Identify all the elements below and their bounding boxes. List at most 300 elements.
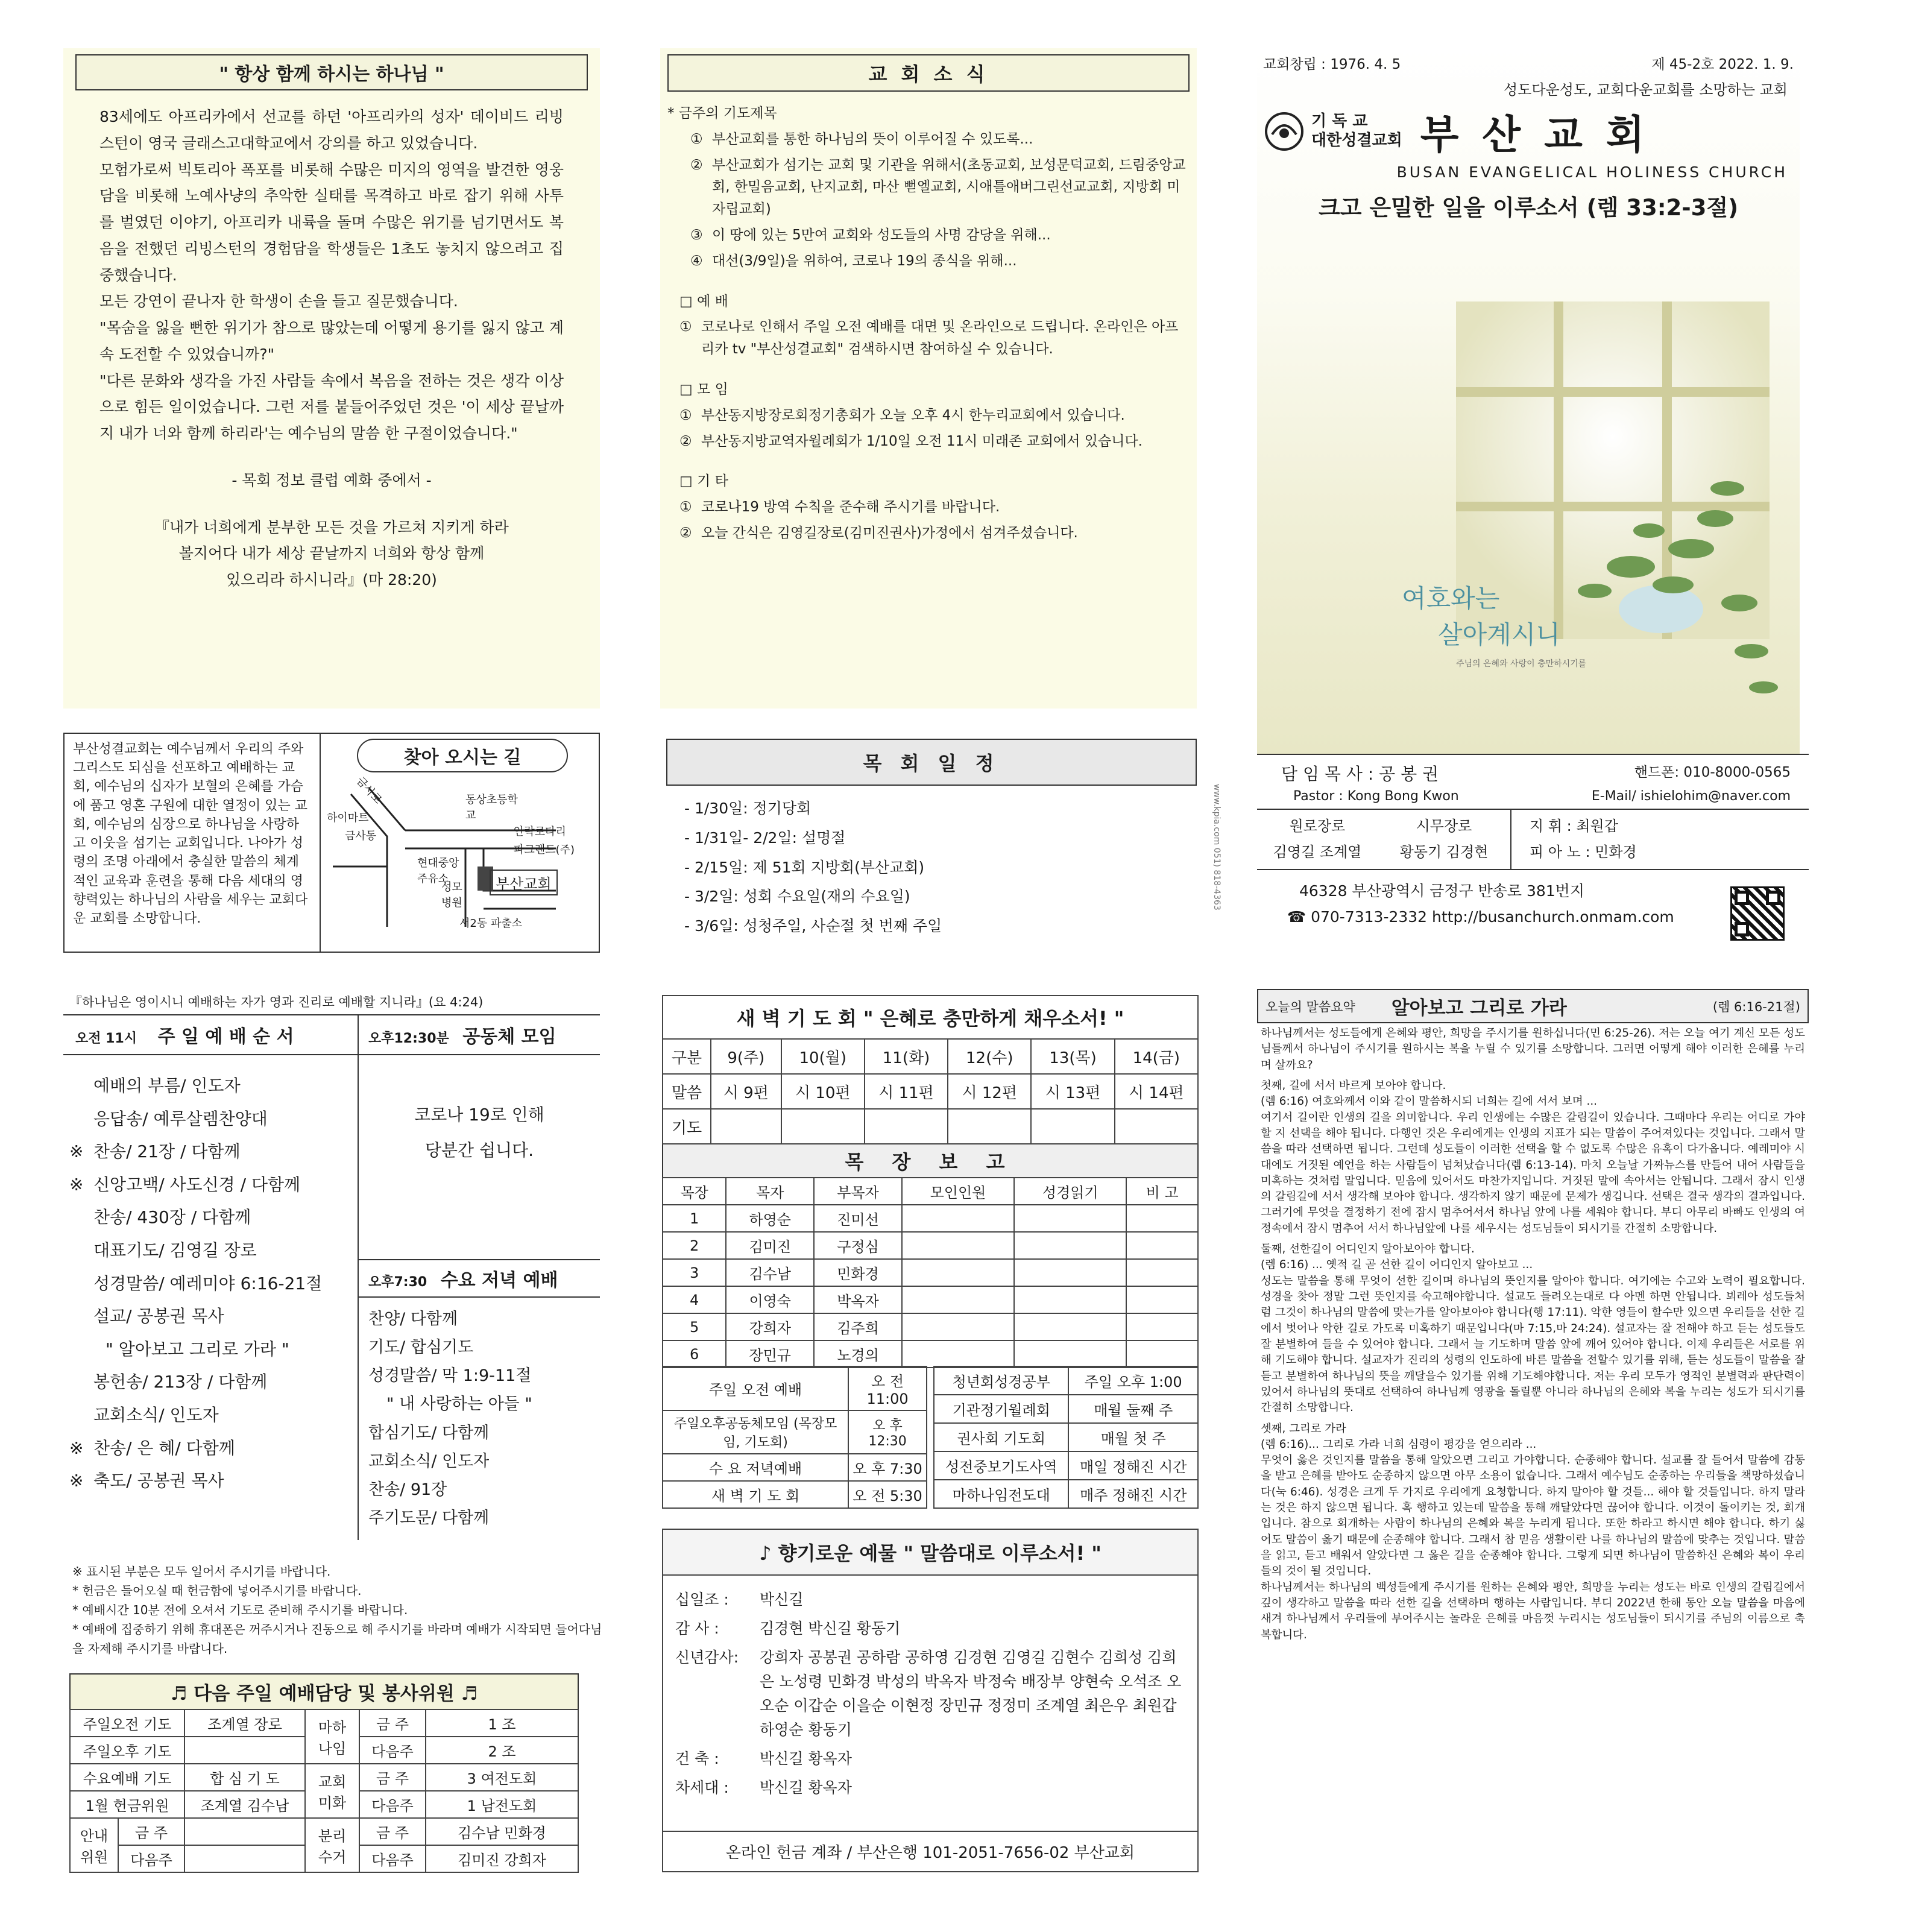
sermon-ref: (렘 6:16-21절): [1712, 999, 1800, 1014]
offering-title: ♪ 향기로운 예물 " 말씀대로 이루소서! ": [663, 1530, 1197, 1576]
map-label: 성모병원: [441, 881, 462, 909]
news-item-number: ②: [679, 433, 692, 449]
offering-label: 신년감사:: [675, 1649, 739, 1666]
news-item-text: 부산교회를 통한 하나님의 뜻이 이루어질 수 있도록...: [712, 131, 1033, 147]
sermon-point-verse: (렘 6:16) 여호와께서 이와 같이 말씀하시되 너희는 길에 서서 보며 ...: [1261, 1095, 1598, 1108]
pastoral-cell: 노경의: [814, 1340, 902, 1368]
pastoral-cell: [1014, 1313, 1126, 1340]
wednesday-order-item: 기도/ 합심기도: [368, 1337, 474, 1357]
table-row: [663, 1286, 1198, 1313]
pastoral-cell: 2: [663, 1232, 726, 1259]
devotional-paragraph: "다른 문화와 생각을 가진 사람들 속에서 복음을 전하는 것은 생각 이상으로 힘든 일이었습니다. 그런 저를 붙들어주었던 것은 '이 세상 끝날까지 내가 너와 함께 하리라'는 예수님의 말씀 한 구절이었습니다.": [99, 371, 564, 442]
pastoral-cell: 진미선: [814, 1205, 902, 1232]
church-contact: ☎ 070-7313-2332 http://busanchurch.onmam.com: [1287, 908, 1674, 926]
news-item: [690, 250, 1190, 273]
pastoral-cell: [902, 1232, 1014, 1259]
pastoral-header-cell: 비 고: [1126, 1178, 1198, 1205]
stand-mark: [69, 1070, 93, 1103]
church-logo-icon: [1263, 110, 1305, 153]
verse-line: 볼지어다 내가 세상 끝날까지 너희와 항상 함께: [178, 545, 485, 563]
dawn-prayer-cell: [711, 1109, 781, 1144]
denomination-line2: 대한성결교회: [1311, 131, 1402, 150]
church-name-en: BUSAN EVANGELICAL HOLINESS CHURCH: [1396, 163, 1788, 181]
offering-label: 감 사 :: [675, 1620, 719, 1637]
news-item: [679, 316, 1190, 361]
pastoral-header-cell: 모인인원: [902, 1178, 1014, 1205]
pastoral-cell: 1: [663, 1205, 726, 1232]
pastoral-cell: 4: [663, 1286, 726, 1313]
time-cell: 주일 오전 예배: [663, 1366, 848, 1410]
dawn-word-cell: 시 12편: [948, 1074, 1031, 1109]
time-cell: 주일오후공동체모임 (목장모임, 기도회): [663, 1410, 848, 1454]
sunday-order-item: [69, 1169, 351, 1202]
pastoral-header-row: [663, 1178, 1198, 1205]
news-item-number: ①: [679, 319, 692, 335]
pastoral-cell: 김주희: [814, 1313, 902, 1340]
pastoral-cell: [1126, 1259, 1198, 1286]
dawn-row: [663, 1039, 1198, 1074]
side-vertical-text: www.kpia.com 051) 818-4363: [1212, 784, 1221, 911]
afternoon-note: 당분간 쉽니다.: [424, 1140, 534, 1160]
art-lettering-1: 여호와는: [1402, 584, 1500, 613]
duty-group: 분리 수거: [305, 1818, 359, 1872]
duty-value: [184, 1737, 305, 1764]
pastoral-cell: 5: [663, 1313, 726, 1340]
devotional-paragraph: 모험가로써 빅토리아 폭포를 비롯해 수많은 미지의 영역을 발견한 영웅담을 비롯해 노예사냥의 추악한 실태를 목격하고 바로 잡기 위해 사투를 벌였던 이야기, 아프리카 내륙을 돌며 수많은 위기를 넘기면서도 복음을 전했던 리빙스턴의 경험담을 학생들은 1초도 놓치지 않으려고 집중했습니다.: [99, 160, 564, 284]
pastoral-cell: [902, 1340, 1014, 1368]
worship-notes: [72, 1562, 603, 1658]
sunday-order-item: [69, 1399, 351, 1432]
devotional-paragraph: 83세에도 아프리카에서 선교를 하던 '아프리카의 성자' 데이비드 리빙스턴이 영국 글래스고대학교에서 강의를 하고 있었습니다.: [99, 108, 564, 152]
dawn-prayer-cell: [948, 1109, 1031, 1144]
news-item: [679, 496, 1190, 519]
map-label: 현대중앙주유소: [417, 857, 459, 885]
map-label: 안락로타리: [514, 826, 566, 838]
duty-value: 3 여전도회: [426, 1764, 578, 1791]
duty-week: 다음주: [359, 1737, 426, 1764]
pastoral-cell: [1014, 1205, 1126, 1232]
dawn-header-cell: 9(주): [711, 1039, 781, 1074]
devotional-paragraph: 모든 강연이 끝나자 한 학생이 손을 들고 질문했습니다.: [99, 292, 458, 311]
pastoral-cell: [1126, 1340, 1198, 1368]
offering-label: 차세대 :: [675, 1779, 729, 1796]
issue-date: 제 45-2호 2022. 1. 9.: [1651, 57, 1794, 72]
note-line: * 헌금은 들어오실 때 헌금함에 넣어주시기를 바랍니다.: [72, 1583, 362, 1598]
sunday-order-item: [69, 1300, 351, 1333]
map-title: 찾아 오시는 길: [357, 739, 568, 772]
map-label: 동상초등학교: [465, 794, 518, 822]
devotional-source: - 목회 정보 클럽 예화 중에서 -: [232, 471, 432, 489]
church-name: 부 산 교 회: [1420, 112, 1650, 158]
sermon-point-text: 성도는 말씀을 통해 무엇이 선한 길이며 하나님의 뜻인지를 알아야 합니다. 여기에는 수고와 노력이 필요합니다. 성경을 찾아 정말 그런 뜻인지를 숙고해야합니다. 설교도 들려오는대로 다 아멘 하면 안됩니다. 뵈레아 성도들처럼 그것이 하나님의 말씀에 맞는가를 알아보아야 합니다(행 17:11). 악한 영들이 할수만 있으면 우리들을 선한 길에서 벗어나 악한 길로 가도록 미혹하기 때문입니다(마 7:15,마 24:24). 설교자는 잘 전해야 하고 듣는 성도들도 잘 분별하여 들을 수 있어야 합니다. 그래서 늘 기도하며 말씀 앞에 깨어 있어야 합니다. 이제 우리들은 서로를 위해 기도해야 합니다. 설교자가 진리의 성령의 인도하에 바른 말씀을 전할수 있기를 위해, 듣는 성도들이 말씀을 잘 듣고 분별하여 하나님의 뜻을 깨달을수 있기를 위해 기도해야합니다. 저는 우리 모두가 영적인 분별력과 판단력이 있어서 하나님의 뜻대로 선택하여 하나님께 영광을 돌릴뿐 아니라 하나님의 은혜와 복을 누리는 성도가 되시기를 간절히 소망합니다.: [1261, 1274, 1805, 1415]
stand-mark: ※: [69, 1141, 84, 1162]
sunday-order-item: [69, 1465, 351, 1498]
sunday-order-item: [69, 1267, 351, 1301]
table-row: [663, 1259, 1198, 1286]
table-row: [934, 1395, 1198, 1423]
offering-names: 강희자 공봉권 공하람 공하영 김경현 김영길 김현수 김희성 김희은 노성령 민화경 박성의 박옥자 박정숙 배장부 양현숙 오석조 오오순 이갑순 이을순 이현정 장민규 정정미 조계열 최은우 최원갑 하영순 황동기: [760, 1649, 1182, 1738]
table-row: [663, 1366, 927, 1410]
news-title: 교 회 소 식: [667, 54, 1190, 92]
usher-label: 안내 위원: [71, 1819, 119, 1872]
table-row: [663, 1313, 1198, 1340]
time-cell: 오 전 11:00: [848, 1366, 927, 1410]
prayer-title: * 금주의 기도제목: [667, 106, 777, 121]
motto: 크고 은밀한 일을 이루소서 (렘 33:2-3절): [1318, 195, 1738, 221]
news-item-text: 대선(3/9일)을 위하여, 코로나 19의 종식을 위해...: [712, 253, 1017, 269]
worship-verse: 『하나님은 영이시니 예배하는 자가 영과 진리로 예배할 지니라』(요 4:24): [63, 989, 600, 1015]
sermon-point-heading: 둘째, 선한길이 어디인지 알아보아야 합니다.: [1261, 1243, 1475, 1256]
devotional-body: [75, 104, 588, 447]
offering-row: [675, 1617, 1185, 1641]
prayer-list: [667, 128, 1190, 273]
dawn-header-cell: 14(금): [1115, 1039, 1198, 1074]
schedule-item: - 2/15일: 제 51회 지방회(부산교회): [684, 858, 925, 876]
masthead: [1257, 48, 1800, 754]
sermon-closing: 하나님께서는 하나님의 백성들에게 주시기를 원하는 은혜와 평안, 희망을 누리는 성도는 바로 인생의 갈림길에서 깊이 생각하고 말씀을 따라 선한 길을 선택하며 행하는 사람입니다. 부디 2022년 한해 동안 오늘 말씀을 마음에 새겨 하나님께서 우리들에 부어주시는 놀라운 은혜를 마음껏 누리시는 성도님들이 되시기를 주님의 이름으로 축복합니다.: [1261, 1580, 1805, 1641]
news-item-text: 부산동지방장로회정기총회가 오늘 오후 4시 한누리교회에서 있습니다.: [701, 407, 1125, 423]
dawn-header-cell: 10(월): [781, 1039, 865, 1074]
sermon-body: [1257, 1023, 1809, 1646]
duty-value: 2 조: [426, 1737, 578, 1764]
elders-heading: 원로장로: [1289, 818, 1346, 835]
pastoral-cell: 하영순: [726, 1205, 814, 1232]
duty-value: [184, 1818, 305, 1845]
afternoon-note: 코로나 19로 인해: [414, 1105, 544, 1125]
stand-mark: ※: [69, 1438, 84, 1458]
table-row: [663, 1410, 927, 1454]
wednesday-order-item: 찬양/ 다함께: [368, 1309, 458, 1328]
time-cell: 매주 정해진 시간: [1068, 1480, 1198, 1508]
dawn-header-cell: 구분: [663, 1039, 711, 1074]
sunday-title: 주 일 예 배 순 서: [157, 1026, 294, 1047]
pastor-name: 담 임 목 사 : 공 봉 권: [1281, 764, 1439, 784]
church-intro-text: 부산성결교회는 예수님께서 우리의 주와 그리스도 되심을 선포하고 예배하는 교회, 예수님의 십자가 보혈의 은혜를 가슴에 품고 영혼 구원에 대한 열정이 있는 교회, 예수님의 심장으로 하나님을 사랑하고 이웃을 섬기는 교회입니다. 나아가 성령의 조명 아래에서 충실한 말씀의 체계적인 교육과 훈련을 통해 다음 세대의 영향력있는 하나님의 사람을 세우는 교회다운 교회를 소망합니다.: [65, 734, 321, 952]
duty-week: 금 주: [359, 1709, 426, 1737]
table-row: [663, 1232, 1198, 1259]
duty-value: [184, 1845, 305, 1872]
sunday-order-item: [69, 1432, 351, 1465]
qr-code-icon[interactable]: [1730, 886, 1785, 941]
pastoral-cell: 민화경: [814, 1259, 902, 1286]
sunday-order-text: 축도/ 공봉권 목사: [93, 1471, 224, 1491]
sunday-order-text: 예배의 부름/ 인도자: [93, 1076, 241, 1096]
news-item-number: ①: [690, 131, 703, 147]
pianist: 피 아 노 : 민화경: [1530, 844, 1637, 861]
pastoral-title: 목 장 보 고: [662, 1144, 1199, 1177]
news-item-number: ③: [690, 227, 703, 243]
time-cell: 매일 정해진 시간: [1068, 1451, 1198, 1480]
worship-section: [63, 989, 600, 1649]
pastoral-cell: [1014, 1232, 1126, 1259]
map-label: 하이마트: [327, 812, 369, 824]
elders-names: 김영길 조계열: [1273, 844, 1362, 861]
times-section: [662, 1366, 1199, 1509]
duty-value: 조계열 김수남: [184, 1791, 305, 1818]
devotional-verse: [75, 514, 588, 593]
stand-mark: [69, 1300, 93, 1333]
time-cell: 오 전 5:30: [848, 1481, 927, 1508]
devotional-panel: [63, 48, 600, 709]
news-item: [679, 405, 1190, 427]
sunday-time: 오전 11시: [75, 1031, 137, 1046]
sunday-order-text: 찬송/ 430장 / 다함께: [93, 1207, 251, 1228]
schedule-item: - 1/31일- 2/2일: 설명절: [684, 829, 846, 847]
pastoral-header-cell: 부목자: [814, 1178, 902, 1205]
sermon-point-verse: (렘 6:16) ... 옛적 길 곧 선한 길이 어디인지 알아보고 ...: [1261, 1258, 1533, 1272]
duty-value: 김미진 강희자: [426, 1845, 578, 1872]
dawn-header-cell: 12(수): [948, 1039, 1031, 1074]
sunday-order-text: 교회소식/ 인도자: [93, 1404, 219, 1425]
news-item-text: 부산교회가 섬기는 교회 및 기관을 위해서(초동교회, 보성문덕교회, 드림중앙교회, 한밀음교회, 난지교회, 마산 뻗엘교회, 시애틀애버그린선교교회, 지방회 미자립교회): [712, 157, 1186, 218]
pastoral-cell: 장민규: [726, 1340, 814, 1368]
pastoral-header-cell: 목장: [663, 1178, 726, 1205]
news-item: [679, 431, 1190, 453]
church-news-panel: [660, 48, 1197, 709]
pastoral-cell: [1126, 1286, 1198, 1313]
news-item-number: ②: [679, 525, 692, 541]
stand-mark: [69, 1366, 93, 1399]
meeting-heading: □ 모 임: [679, 381, 728, 397]
duty-value: 합 심 기 도: [184, 1764, 305, 1791]
offering-names: 박신길 황옥자: [760, 1750, 852, 1767]
table-row: [663, 1340, 1198, 1368]
stand-mark: ※: [69, 1174, 84, 1195]
offering-row: [675, 1747, 1185, 1771]
offering-list: [663, 1576, 1197, 1812]
sunday-order-item: [69, 1333, 351, 1366]
pastoral-cell: 6: [663, 1340, 726, 1368]
pastoral-header-cell: 목자: [726, 1178, 814, 1205]
etc-news-list: [667, 496, 1190, 545]
duty-group: 마하 나임: [305, 1709, 359, 1764]
pastoral-cell: 김수남: [726, 1259, 814, 1286]
dawn-title: 새 벽 기 도 회 " 은혜로 충만하게 채우소서! ": [662, 995, 1199, 1038]
art-lettering-2: 살아계시니: [1438, 620, 1560, 649]
afternoon-title: 공동체 모임: [462, 1026, 556, 1047]
schedule-list: [666, 786, 1197, 950]
table-row: [663, 1205, 1198, 1232]
verse-line: 있으리라 하시니라』(마 28:20): [226, 571, 437, 589]
duty-value: 조계열 장로: [184, 1709, 305, 1737]
map: [321, 734, 599, 952]
duty-week: 금 주: [359, 1764, 426, 1791]
pastoral-cell: [1126, 1313, 1198, 1340]
church-address: 46328 부산광역시 금정구 반송로 381번지: [1299, 882, 1584, 900]
acting-elders-names: 황동기 김경현: [1399, 844, 1489, 861]
duty-group: 교회 미화: [305, 1764, 359, 1818]
table-row: [934, 1451, 1198, 1480]
dawn-prayer-cell: 기도: [663, 1109, 711, 1144]
wednesday-order-list: [359, 1298, 600, 1540]
stand-mark: ※: [69, 1471, 84, 1491]
offering-account: 온라인 헌금 계좌 / 부산은행 101-2051-7656-02 부산교회: [663, 1831, 1197, 1871]
pastoral-cell: 3: [663, 1259, 726, 1286]
etc-heading: □ 기 타: [679, 473, 728, 490]
stand-mark: [69, 1333, 93, 1366]
worship-heading: □ 예 배: [679, 293, 728, 309]
sunday-order-text: 대표기도/ 김영길 장로: [93, 1240, 257, 1260]
pastoral-cell: [902, 1286, 1014, 1313]
wednesday-order-item: 찬송/ 91장: [368, 1480, 447, 1500]
pastoral-cell: [1014, 1286, 1126, 1313]
offering-names: 박신길: [760, 1591, 804, 1608]
time-cell: 성전중보기도사역: [934, 1451, 1068, 1480]
duty-week: 금 주: [359, 1818, 426, 1845]
stand-mark: [69, 1234, 93, 1267]
news-item: [690, 154, 1190, 221]
table-row: [934, 1423, 1198, 1451]
table-row: [663, 1454, 927, 1481]
note-line: ※ 표시된 부분은 모두 일어서 주시기를 바랍니다.: [72, 1564, 331, 1579]
dawn-word-cell: 시 9편: [711, 1074, 781, 1109]
offering-names: 김경현 박신길 황동기: [760, 1620, 901, 1637]
dawn-prayer-section: [662, 995, 1199, 1368]
stand-mark: [69, 1103, 93, 1136]
map-label: 금사동: [345, 830, 377, 842]
dawn-word-cell: 시 13편: [1031, 1074, 1114, 1109]
times-right-table: [933, 1366, 1199, 1509]
news-item-text: 이 땅에 있는 5만여 교회와 성도들의 사명 감당을 위해...: [712, 227, 1051, 243]
time-cell: 매월 첫 주: [1068, 1423, 1198, 1451]
sermon-title: 알아보고 그리로 가라: [1391, 997, 1567, 1019]
sunday-order-text: 설교/ 공봉권 목사: [93, 1306, 224, 1327]
sunday-order-item: [69, 1135, 351, 1169]
sunday-order-text: 찬송/ 21장 / 다함께: [93, 1141, 241, 1162]
sunday-order-item: [69, 1103, 351, 1136]
pastoral-header-cell: 성경읽기: [1014, 1178, 1126, 1205]
duty-section: [69, 1673, 579, 1873]
duty-week: 다음주: [359, 1845, 426, 1872]
stand-mark: [69, 1201, 93, 1234]
dawn-header-cell: 11(화): [865, 1039, 948, 1074]
sunday-order-list: [63, 1055, 358, 1498]
duty-label: 수요예배 기도: [70, 1764, 184, 1791]
pastoral-cell: 박옥자: [814, 1286, 902, 1313]
sermon-tag: 오늘의 말씀요약: [1265, 999, 1355, 1014]
dawn-word-cell: 시 10편: [781, 1074, 865, 1109]
pastoral-table: [662, 1177, 1199, 1368]
dawn-word-cell: 시 11편: [865, 1074, 948, 1109]
time-cell: 오 후 7:30: [848, 1454, 927, 1481]
wednesday-order-item: " 내 사랑하는 아들 ": [386, 1395, 532, 1414]
sunday-order-text: 신앙고백/ 사도신경 / 다함께: [93, 1174, 301, 1195]
duty-label: 주일오후 기도: [70, 1737, 184, 1764]
sunday-order-item: [69, 1366, 351, 1399]
pastor-email: E-Mail/ ishielohim@naver.com: [1591, 789, 1791, 804]
meeting-news-list: [667, 405, 1190, 453]
table-row: [663, 1481, 927, 1508]
news-item-number: ④: [690, 253, 703, 269]
news-item-text: 코로나로 인해서 주일 오전 예배를 대면 및 온라인으로 드립니다. 온라인은 아프리카 tv "부산성결교회" 검색하시면 참여하실 수 있습니다.: [701, 319, 1179, 358]
worship-news-list: [667, 316, 1190, 361]
schedule-section: [666, 739, 1197, 950]
time-cell: 오 후 12:30: [848, 1410, 927, 1454]
news-item-number: ①: [679, 407, 692, 423]
staff-box: [1257, 754, 1809, 959]
pastoral-cell: [1126, 1205, 1198, 1232]
offering-label: 건 축 :: [675, 1750, 719, 1767]
pastor-phone: 핸드폰: 010-8000-0565: [1634, 765, 1791, 780]
pastoral-cell: [902, 1205, 1014, 1232]
schedule-item: - 1/30일: 정기당회: [684, 800, 812, 817]
offering-row: [675, 1776, 1185, 1800]
pastoral-cell: 이영숙: [726, 1286, 814, 1313]
sermon-point-text: 여기서 길이란 인생의 길을 의미합니다. 우리 인생에는 수많은 갈림길이 있습니다. 그때마다 우리는 어디로 가야할 지 선택을 해야 됩니다. 다행인 것은 우리에게는 인생의 지표가 되는 말씀이 주어져있다는 것입니다. 그래서 말씀을 따라 선택하면 됩니다. 그런데 성도들이 이러한 선택을 할 수 없도록 수많은 유혹이 다가옵니다. 예레미야 시대에도 거짓된 예언을 하는 사람들이 넘쳐났습니다(렘 6:13-14). 마치 오늘날 가짜뉴스를 만들어 내어 사람들을 미혹하는 것처럼 말입니다. 믿음에 있어서도 마찬가지입니다. 거짓된 말에 속아서는 안됩니다. 그래서 잠시 인생의 갈림길에 서서 생각해 보아야 합니다. 생각하지 않기 때문에 문제가 생깁니다. 선택은 결국 생각의 결과입니다. 그러기에 무엇을 결정하기 전에 잠시 멈추어서서 하나님 앞에 나를 세워야 합니다. 부디 아무리 바빠도 인생의 여정속에서 잠시 멈추어 서서 하나님앞에 나를 세우시는 성도님들이 되시기를 간절히 소망합니다.: [1261, 1111, 1805, 1235]
duty-label: 1월 헌금위원: [70, 1791, 184, 1818]
usher-cell: [70, 1818, 184, 1872]
duty-week: 금 주: [119, 1819, 184, 1846]
wednesday-order-item: 주기도문/ 다함께: [368, 1509, 490, 1528]
news-item-number: ①: [679, 499, 692, 516]
sunday-order-item: [69, 1201, 351, 1234]
verse-line: 『내가 너희에게 분부한 모든 것을 가르쳐 지키게 하라: [154, 518, 509, 536]
dawn-row: [663, 1109, 1198, 1144]
news-item-text: 오늘 간식은 김영길장로(김미진권사)가정에서 섬겨주셨습니다.: [701, 525, 1078, 541]
devotional-paragraph: "목숨을 잃을 뻔한 위기가 참으로 많았는데 어떻게 용기를 잃지 않고 계속 도전할 수 있었습니까?": [99, 319, 564, 363]
dawn-prayer-cell: [1115, 1109, 1198, 1144]
pastoral-cell: 구정심: [814, 1232, 902, 1259]
schedule-title: 목 회 일 정: [666, 739, 1197, 786]
offering-row: [675, 1588, 1185, 1612]
note-line: * 예배에 집중하기 위해 휴대폰은 꺼주시거나 진동으로 해 주시기를 바라며 예배가 시작되면 들어다님을 자제해 주시기를 바랍니다.: [72, 1622, 602, 1656]
devotional-title: " 항상 함께 하시는 하나님 ": [75, 54, 588, 90]
sermon-point-text: 무엇이 옳은 것인지를 말씀을 통해 알았으면 그리고 가야합니다. 순종해야 합니다. 설교를 잘 들어서 말씀에 감동을 받고 은혜를 받아도 순종하지 않으면 아무 소용이 없습니다. 그래서 예수님도 순종하는 우리들을 책망하셨습니다(눅 6:46). 성경은 크게 두 가지로 우리에게 요청합니다. 하지 말아야 할 것들... 해야 할 것들입니다. 하지 말라는 것은 하지 않으면 됩니다. 혹 행하고 있는데 말씀을 통해 깨달았다면 끊어야 합니다. 이것이 돌이키는 것, 회개입니다. 참으로 회개하는 사람이 하나님의 은혜와 복을 누리게 됩니다. 또한 하라고 하시면 해야 합니다. 하기 싫어도 말씀이 옳기 때문에 순종해야 합니다. 그래서 참 믿음 생활이란 나를 하나님의 말씀에 맞추는 것입니다. 말씀을 읽고, 듣고 배워서 알았다면 그 옳은 길을 순종해야 합니다. 그렇게 되면 하나님이 말씀하신 은혜와 복이 우리들의 것이 될 것입니다.: [1261, 1454, 1805, 1578]
offering-row: [675, 1646, 1185, 1742]
sermon-point-verse: (렘 6:16)... 그리로 가라 너희 심령이 평강을 얻으리라 ...: [1261, 1438, 1537, 1451]
pastoral-cell: [902, 1259, 1014, 1286]
pastoral-cell: [1126, 1232, 1198, 1259]
schedule-item: - 3/2일: 성회 수요일(재의 수요일): [684, 888, 910, 906]
note-line: * 예배시간 10분 전에 오셔서 기도로 준비해 주시기를 바랍니다.: [72, 1603, 408, 1617]
times-left-table: [662, 1366, 927, 1509]
slogan: 성도다운성도, 교회다운교회를 소망하는 교회: [1503, 81, 1788, 98]
pastoral-cell: 강희자: [726, 1313, 814, 1340]
schedule-item: - 3/6일: 성청주일, 사순절 첫 번째 주일: [684, 917, 942, 935]
sunday-order-text: " 알아보고 그리로 가라 ": [106, 1339, 289, 1359]
sermon-summary: [1257, 989, 1809, 1869]
sunday-order-text: 성경말씀/ 예레미야 6:16-21절: [93, 1273, 323, 1293]
duty-value: 김수남 민화경: [426, 1818, 578, 1845]
time-cell: 마하나임전도대: [934, 1480, 1068, 1508]
stand-mark: [69, 1399, 93, 1432]
duty-week: 다음주: [359, 1791, 426, 1818]
stand-mark: [69, 1267, 93, 1301]
wednesday-order-item: 성경말씀/ 막 1:9-11절: [368, 1366, 532, 1386]
news-item-text: 코로나19 방역 수칙을 준수해 주시기를 바랍니다.: [701, 499, 1000, 516]
offering-label: 십일조 :: [675, 1591, 729, 1608]
wednesday-time: 오후7:30: [368, 1274, 427, 1290]
pastor-name-en: Pastor : Kong Bong Kwon: [1293, 789, 1459, 804]
art-small-text: 주님의 은혜와 사랑이 충만하시기를: [1456, 659, 1587, 669]
time-cell: 새 벽 기 도 회: [663, 1481, 848, 1508]
acting-elders-heading: 시무장로: [1416, 818, 1472, 835]
dawn-prayer-cell: [865, 1109, 948, 1144]
sunday-order-text: 찬송/ 은 혜/ 다함께: [93, 1438, 235, 1458]
table-row: [934, 1480, 1198, 1508]
dawn-word-cell: 시 14편: [1115, 1074, 1198, 1109]
news-item: [679, 522, 1190, 545]
duty-title: ♬ 다음 주일 예배담당 및 봉사위원 ♬: [69, 1673, 579, 1709]
dawn-header-cell: 13(목): [1031, 1039, 1114, 1074]
news-item-text: 부산동지방교역자월례회가 1/10일 오전 11시 미래존 교회에서 있습니다.: [701, 433, 1143, 449]
sermon-point-heading: 첫째, 길에 서서 바르게 보아야 합니다.: [1261, 1079, 1446, 1092]
duty-table: [69, 1709, 579, 1873]
duty-week: 다음주: [130, 1852, 172, 1869]
wednesday-order-item: 교회소식/ 인도자: [368, 1451, 490, 1471]
offering-names: 박신길 황옥자: [760, 1779, 852, 1796]
news-item: [690, 128, 1190, 151]
